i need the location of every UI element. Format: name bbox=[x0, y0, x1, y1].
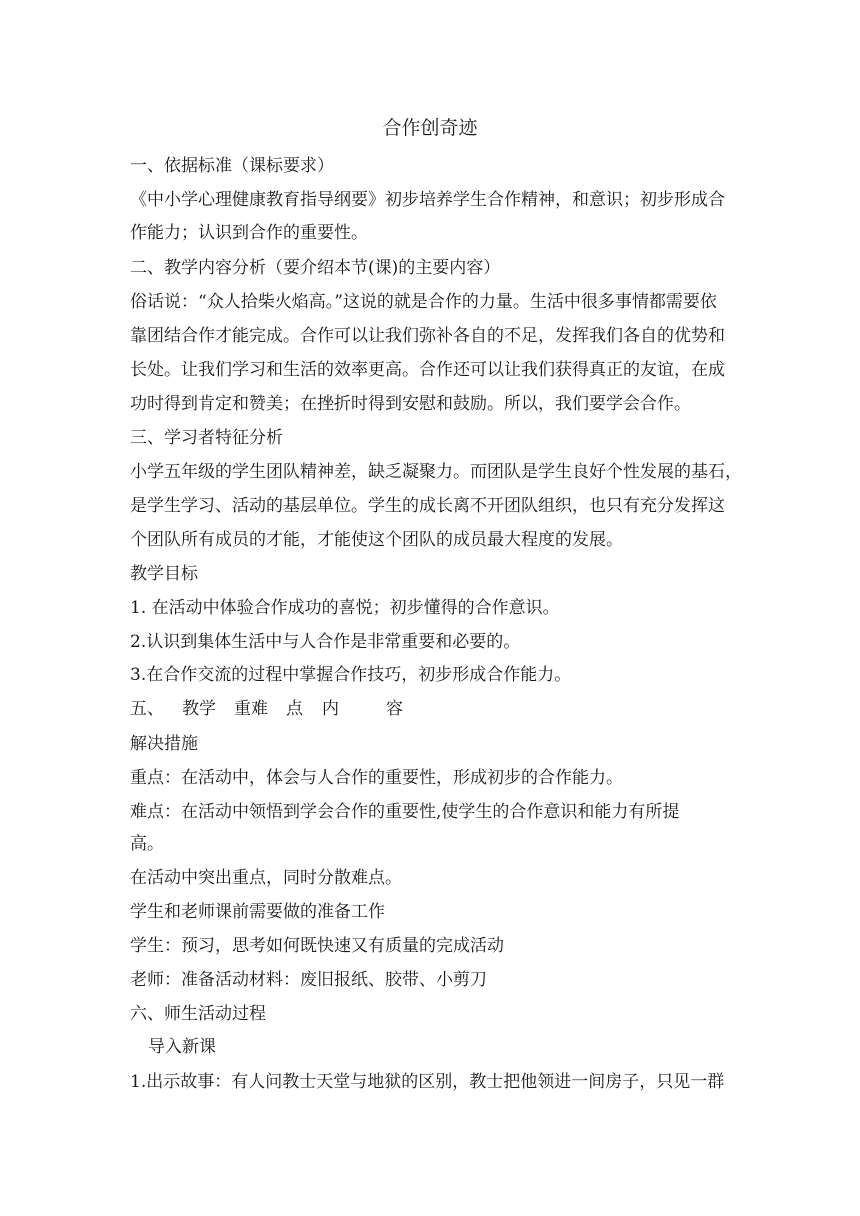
goal-item: 3.在合作交流的过程中掌握合作技巧，初步形成合作能力。 bbox=[130, 665, 572, 685]
section-5-heading bbox=[130, 698, 740, 720]
paragraph-line: 学生：预习，思考如何既快速又有质量的完成活动 bbox=[130, 936, 504, 956]
section-3-heading: 三、学习者特征分析 bbox=[130, 428, 283, 448]
goal-item: 2.认识到集体生活中与人合作是非常重要和必要的。 bbox=[130, 632, 521, 652]
paragraph-line: 俗话说：“众人拾柴火焰高。”这说的就是合作的力量。生活中很多事情都需要依 bbox=[130, 292, 717, 312]
document-title: 合作创奇迹 bbox=[382, 117, 478, 139]
heading-part: 点 bbox=[286, 699, 303, 719]
paragraph-line: 功时得到肯定和赞美；在挫折时得到安慰和鼓励。所以，我们要学会合作。 bbox=[130, 394, 691, 414]
paragraph-line: 高。 bbox=[130, 834, 164, 854]
paragraph-line: 小学五年级的学生团队精神差，缺乏凝聚力。而团队是学生良好个性发展的基石， bbox=[130, 462, 742, 482]
measures-heading: 解决措施 bbox=[130, 734, 198, 754]
section-2-heading: 二、教学内容分析（要介绍本节(课)的主要内容） bbox=[130, 258, 501, 278]
heading-part: 容 bbox=[386, 699, 403, 719]
goal-item: 1. 在活动中体验合作成功的喜悦；初步懂得的合作意识。 bbox=[130, 598, 560, 618]
paragraph-line: 1.出示故事：有人问教士天堂与地狱的区别，教士把他领进一间房子，只见一群 bbox=[130, 1072, 725, 1092]
paragraph-line: 重点：在活动中，体会与人合作的重要性，形成初步的合作能力。 bbox=[130, 768, 623, 788]
goals-heading: 教学目标 bbox=[130, 564, 198, 584]
prep-heading: 学生和老师课前需要做的准备工作 bbox=[130, 902, 385, 922]
paragraph-line: 长处。让我们学习和生活的效率更高。合作还可以让我们获得真正的友谊，在成 bbox=[130, 360, 725, 380]
paragraph-line: 在活动中突出重点，同时分散难点。 bbox=[130, 868, 402, 888]
paragraph-line: 个团队所有成员的才能，才能使这个团队的成员最大程度的发展。 bbox=[130, 530, 623, 550]
heading-part: 重难 bbox=[234, 699, 268, 719]
paragraph-line: 《中小学心理健康教育指导纲要》初步培养学生合作精神，和意识；初步形成合 bbox=[130, 190, 725, 210]
intro-heading: 导入新课 bbox=[148, 1037, 216, 1057]
heading-part: 内 bbox=[322, 699, 339, 719]
paragraph-line: 作能力；认识到合作的重要性。 bbox=[130, 223, 368, 243]
section-5-number: 五、 bbox=[130, 699, 164, 719]
section-1-heading: 一、依据标准（课标要求） bbox=[130, 156, 334, 176]
section-6-heading: 六、师生活动过程 bbox=[130, 1004, 266, 1024]
paragraph-line: 是学生学习、活动的基层单位。学生的成长离不开团队组织，也只有充分发挥这 bbox=[130, 496, 725, 516]
paragraph-line: 难点：在活动中领悟到学会合作的重要性,使学生的合作意识和能力有所提 bbox=[130, 802, 680, 822]
paragraph-line: 老师：准备活动材料：废旧报纸、胶带、小剪刀 bbox=[130, 970, 487, 990]
paragraph-line: 靠团结合作才能完成。合作可以让我们弥补各自的不足，发挥我们各自的优势和 bbox=[130, 326, 725, 346]
heading-part: 教学 bbox=[182, 699, 216, 719]
